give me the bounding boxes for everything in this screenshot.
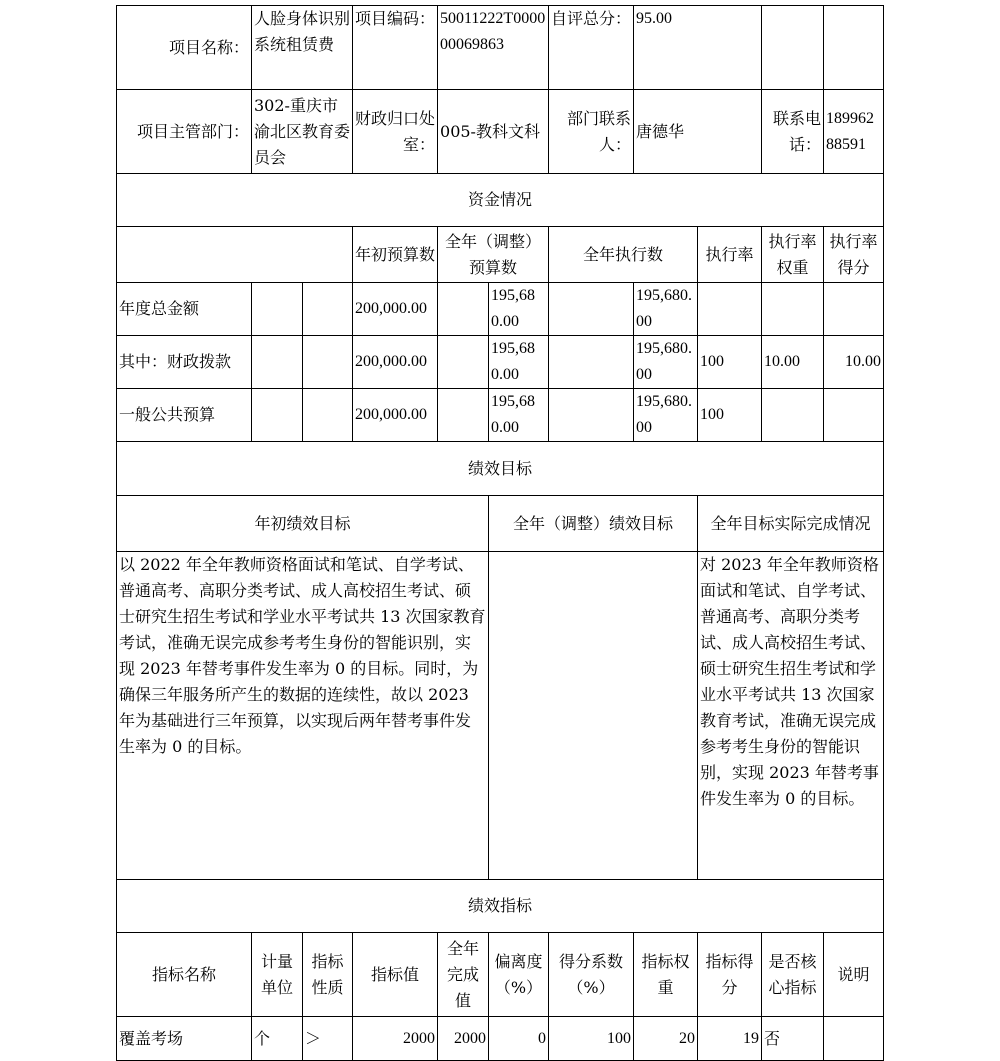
empty-cell	[549, 389, 634, 442]
empty-cell	[549, 336, 634, 389]
funds-header-initial: 年初预算数	[353, 227, 438, 283]
funds-weight	[762, 283, 824, 336]
funds-header-row	[117, 227, 884, 283]
ind-name: 覆盖考场	[117, 1017, 252, 1061]
funds-weight: 10.00	[762, 336, 824, 389]
ind-header-completed: 全年完成值	[438, 933, 489, 1017]
funds-executed: 195,680.00	[634, 283, 698, 336]
funds-adjusted: 195,680.00	[489, 283, 549, 336]
empty-cell	[762, 6, 824, 90]
goals-adjusted-text	[489, 552, 698, 880]
finance-value: 005-教科文科	[438, 90, 549, 174]
contact-value: 唐德华	[634, 90, 762, 174]
ind-header-nature: 指标性质	[303, 933, 353, 1017]
goals-header-initial: 年初绩效目标	[117, 496, 489, 552]
goals-header-adjusted: 全年（调整）绩效目标	[489, 496, 698, 552]
empty-cell	[252, 283, 303, 336]
funds-executed: 195,680.00	[634, 336, 698, 389]
ind-unit: 个	[252, 1017, 303, 1061]
funds-adjusted: 195,680.00	[489, 336, 549, 389]
indicators-header-row	[117, 933, 884, 1017]
phone-value: 18996288591	[824, 90, 884, 174]
empty-cell	[303, 336, 353, 389]
funds-row	[117, 336, 884, 389]
empty-cell	[303, 283, 353, 336]
goals-header-row	[117, 496, 884, 552]
empty-cell	[117, 227, 353, 283]
ind-core: 否	[762, 1017, 824, 1061]
funds-adjusted: 195,680.00	[489, 389, 549, 442]
funds-row-label: 一般公共预算	[117, 389, 252, 442]
goals-initial-text: 以 2022 年全年教师资格面试和笔试、自学考试、普通高考、高职分类考试、成人高校招生考试、硕士研究生招生考试和学业水平考试共 13 次国家教育考试，准确无误完成参考考生身份的智能识别，实现 2023 年替考事件发生率为 0 的目标。同时，为确保三年服务所产生的数据的连续性，故以 2023 年为基础进行三年预算，以实现后两年替考事件发生率为 0 的目标。	[117, 552, 489, 880]
goals-header-actual: 全年目标实际完成情况	[698, 496, 884, 552]
funds-score: 10.00	[824, 336, 884, 389]
indicators-section-title: 绩效指标	[117, 880, 884, 933]
project-code-label: 项目编码：	[353, 6, 438, 90]
funds-header-score: 执行率得分	[824, 227, 884, 283]
performance-evaluation-table	[116, 5, 884, 1061]
empty-cell	[438, 283, 489, 336]
ind-header-coefficient: 得分系数（%）	[549, 933, 634, 1017]
ind-header-value: 指标值	[353, 933, 438, 1017]
ind-score: 19	[698, 1017, 762, 1061]
ind-header-note: 说明	[824, 933, 884, 1017]
funds-header-adjusted: 全年（调整）预算数	[438, 227, 549, 283]
funds-weight	[762, 389, 824, 442]
finance-label: 财政归口处室：	[353, 90, 438, 174]
funds-row-label: 其中：财政拨款	[117, 336, 252, 389]
funds-rate: 100	[698, 389, 762, 442]
ind-nature: ＞	[303, 1017, 353, 1061]
phone-label: 联系电话：	[762, 90, 824, 174]
empty-cell	[549, 283, 634, 336]
empty-cell	[252, 336, 303, 389]
ind-value: 2000	[353, 1017, 438, 1061]
project-info-row-1	[117, 6, 884, 90]
funds-rate: 100	[698, 336, 762, 389]
ind-header-unit: 计量单位	[252, 933, 303, 1017]
ind-completed: 2000	[438, 1017, 489, 1061]
funds-rate	[698, 283, 762, 336]
empty-cell	[438, 389, 489, 442]
ind-note	[824, 1017, 884, 1061]
funds-row-label: 年度总金额	[117, 283, 252, 336]
funds-row	[117, 283, 884, 336]
ind-coefficient: 100	[549, 1017, 634, 1061]
empty-cell	[303, 389, 353, 442]
funds-score	[824, 283, 884, 336]
funds-initial: 200,000.00	[353, 283, 438, 336]
empty-cell	[438, 336, 489, 389]
ind-weight: 20	[634, 1017, 698, 1061]
funds-row	[117, 389, 884, 442]
funds-initial: 200,000.00	[353, 336, 438, 389]
funds-score	[824, 389, 884, 442]
project-name-label: 项目名称：	[117, 6, 252, 90]
ind-header-weight: 指标权重	[634, 933, 698, 1017]
funds-header-weight: 执行率权重	[762, 227, 824, 283]
funds-initial: 200,000.00	[353, 389, 438, 442]
self-score-label: 自评总分：	[549, 6, 634, 90]
self-score-value: 95.00	[634, 6, 762, 90]
contact-label: 部门联系人：	[549, 90, 634, 174]
project-code-value: 50011222T000000069863	[438, 6, 549, 90]
dept-label: 项目主管部门：	[117, 90, 252, 174]
dept-value: 302-重庆市渝北区教育委员会	[252, 90, 353, 174]
project-info-row-2	[117, 90, 884, 174]
funds-header-executed: 全年执行数	[549, 227, 698, 283]
funds-section-title: 资金情况	[117, 174, 884, 227]
goals-content-row	[117, 552, 884, 880]
ind-deviation: 0	[489, 1017, 549, 1061]
project-name-value: 人脸身体识别系统租赁费	[252, 6, 353, 90]
empty-cell	[252, 389, 303, 442]
indicator-row	[117, 1017, 884, 1061]
ind-header-score: 指标得分	[698, 933, 762, 1017]
funds-executed: 195,680.00	[634, 389, 698, 442]
funds-header-rate: 执行率	[698, 227, 762, 283]
empty-cell	[824, 6, 884, 90]
goals-actual-text: 对 2023 年全年教师资格面试和笔试、自学考试、普通高考、高职分类考试、成人高校招生考试、硕士研究生招生考试和学业水平考试共 13 次国家教育考试，准确无误完成参考考生身份的智能识别，实现 2023 年替考事件发生率为 0 的目标。	[698, 552, 884, 880]
ind-header-name: 指标名称	[117, 933, 252, 1017]
ind-header-deviation: 偏离度（%）	[489, 933, 549, 1017]
goals-section-title: 绩效目标	[117, 442, 884, 496]
ind-header-core: 是否核心指标	[762, 933, 824, 1017]
